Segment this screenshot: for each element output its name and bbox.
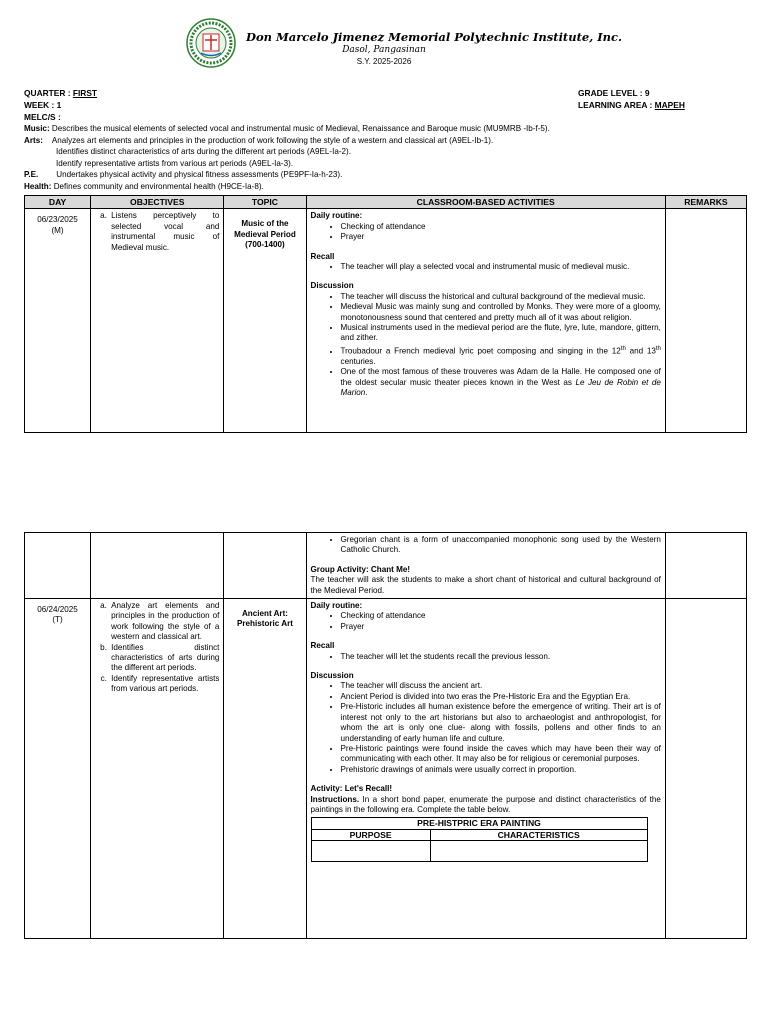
topic-subtitle: (700-1400) [245,240,285,250]
remarks-cell [665,209,746,433]
topic-cell [224,209,306,433]
list-item: • Troubadour a French medieval lyric poet composing and singing in the 12th and 13th centuries. [341,344,661,368]
header-remarks: REMARKS [665,196,746,209]
inner-cell-characteristics [430,841,647,862]
header-activities: CLASSROOM-BASED ACTIVITIES [306,196,665,209]
group-activity-title: Group Activity: Chant Me! [310,564,411,574]
lesson-plan-table-page-1 [24,195,747,433]
melcs-block [24,123,744,192]
list-item: • Gregorian chant is a form of unaccompanied monophonic song used by the Western Catholic Church. [341,535,661,556]
pre-historic-painting-table [311,817,648,862]
school-year: S.Y. 2025-2026 [356,57,412,66]
topic-title: Ancient Art: [241,609,288,619]
topic-subtitle: Prehistoric Art [237,619,293,629]
list-item: • Checking of attendance [341,222,661,232]
meta-right [578,87,685,111]
topic-cell [224,533,306,599]
quarter-label: QUARTER : [24,88,71,98]
activities-cell [306,533,665,599]
day-weekday: (M) [51,225,64,235]
header-topic: TOPIC [224,196,306,209]
lesson-plan-table-page-2 [24,532,747,939]
day-cell [25,209,91,433]
day-cell [25,533,91,599]
inner-cell-purpose [311,841,430,862]
activities-cell [306,599,665,939]
melc-music: Music: Describes the musical elements of selected vocal and instrumental music of Medieval, Renaissance and Baroque music (MU9MRB -Ib-f-5). [24,124,550,133]
section-recall: Recall [310,251,335,261]
day-date: 06/24/2025 [37,605,78,615]
activities-cell [306,209,665,433]
activity-instructions: Instructions. In a short bond paper, enumerate the purpose and distinct characteristics of the paintings in the following era. Complete the table below. [310,794,661,814]
table-row [25,533,747,599]
melc-arts-2: Identifies distinct characteristics of arts during the different art periods (A9EL-Ia-2). [56,147,351,156]
school-town: Dasol, Pangasinan [342,45,426,55]
list-item: • Ancient Period is divided into two eras the Pre-Historic Era and the Egyptian Era. [341,692,661,702]
topic-title: Music of the Medieval Period [234,219,296,239]
list-item: • Prehistoric drawings of animals were usually correct in proportion. [341,765,661,775]
list-item: • Prayer [341,232,661,242]
melcs-label: MELC/S : [24,112,61,122]
objectives-cell [91,209,224,433]
objectives-cell [91,533,224,599]
header-day: DAY [25,196,91,209]
list-item: • Pre-Historic includes all human existence before the emergence of writing. Their art is of interest not only to the art historians but also to archaeologist and anthropologist, for whom the art is only one clue- along with fossils, pollens and other finds to an understanding of early human life and culture. [341,702,661,744]
grade-label: GRADE LEVEL : [578,88,643,98]
inner-col-purpose: PURPOSE [311,829,430,840]
list-item: • The teacher will play a selected vocal and instrumental music of medieval music. [341,262,661,272]
list-item: • The teacher will discuss the ancient art. [341,681,661,691]
inner-table-title: PRE-HISTPRIC ERA PAINTING [311,818,647,829]
school-name: Don Marcelo Jimenez Memorial Polytechnic Institute, Inc. [246,30,622,44]
activity-title: Activity: Let's Recall! [310,784,393,794]
objective-item: a. Analyze art elements and principles in the production of work following the style of a western and classical art. [109,601,219,643]
area-label: LEARNING AREA : [578,100,653,110]
melc-arts: Arts: Analyzes art elements and principles in the production of work following the style of a western and classical art (A9EL-Ib-1). [24,135,494,145]
day-cell [25,599,91,939]
table-header-row [25,196,747,209]
melc-arts-3: Identify representative artists from various art periods (A9EL-Ia-3). [56,158,294,168]
day-date: 06/23/2025 [37,215,78,225]
objectives-cell [91,599,224,939]
list-item: • Pre-Historic paintings were found inside the caves which may have been their way of communicating with each other. It may also be for religious or ceremonial purposes. [341,744,661,765]
list-item: • Prayer [341,622,661,632]
list-item: • One of the most famous of these trouveres was Adam de la Halle. He composed one of the oldest secular music theater pieces known in the West as Le Jeu de Robin et de Marion. [341,367,661,398]
list-item: • The teacher will discuss the historical and cultural background of the medieval music. [341,292,661,302]
grade-value: 9 [644,88,650,98]
list-item: • Musical instruments used in the medieval period are the flute, lyre, lute, mandore, gittern, and zither. [341,323,661,344]
document-header [0,14,768,74]
melc-health: Health: Defines community and environmental health (H9CE-Ia-8). [24,181,264,191]
objective-item: b. Identifies distinct characteristics of arts during the different art periods. [109,643,219,674]
table-row [25,209,747,433]
list-item: • Medieval Music was mainly sung and controlled by Monks. They were more of a gloomy, monotonousness sound that centered and pretty much all of it was about religion. [341,302,661,323]
meta-left [24,87,97,123]
section-discussion: Discussion [310,281,354,291]
objective-item: c. Identify representative artists from various art periods. [109,674,219,695]
day-weekday: (T) [52,615,63,625]
section-daily-routine: Daily routine: [310,601,363,611]
section-recall: Recall [310,641,335,651]
section-discussion: Discussion [310,671,354,681]
header-objectives: OBJECTIVES [91,196,224,209]
inner-col-characteristics: CHARACTERISTICS [430,829,647,840]
list-item: • The teacher will let the students recall the previous lesson. [341,652,661,662]
list-item: • Checking of attendance [341,611,661,621]
quarter-value: FIRST [72,88,98,98]
melc-pe: P.E. Undertakes physical activity and physical fitness assessments (PE9PF-Ia-h-23). [24,170,343,179]
section-daily-routine: Daily routine: [310,211,363,221]
table-row [25,599,747,939]
objective-item: a. Listens perceptively to selected vocal and instrumental music of Medieval music. [109,211,219,253]
remarks-cell [665,533,746,599]
group-activity-text: The teacher will ask the students to make a short chant of historical and cultural background of the Medieval Period. [310,575,661,595]
topic-cell [224,599,306,939]
remarks-cell [665,599,746,939]
area-value: MAPEH [654,100,685,110]
week-label: WEEK : [24,100,55,110]
week-value: 1 [56,100,62,110]
